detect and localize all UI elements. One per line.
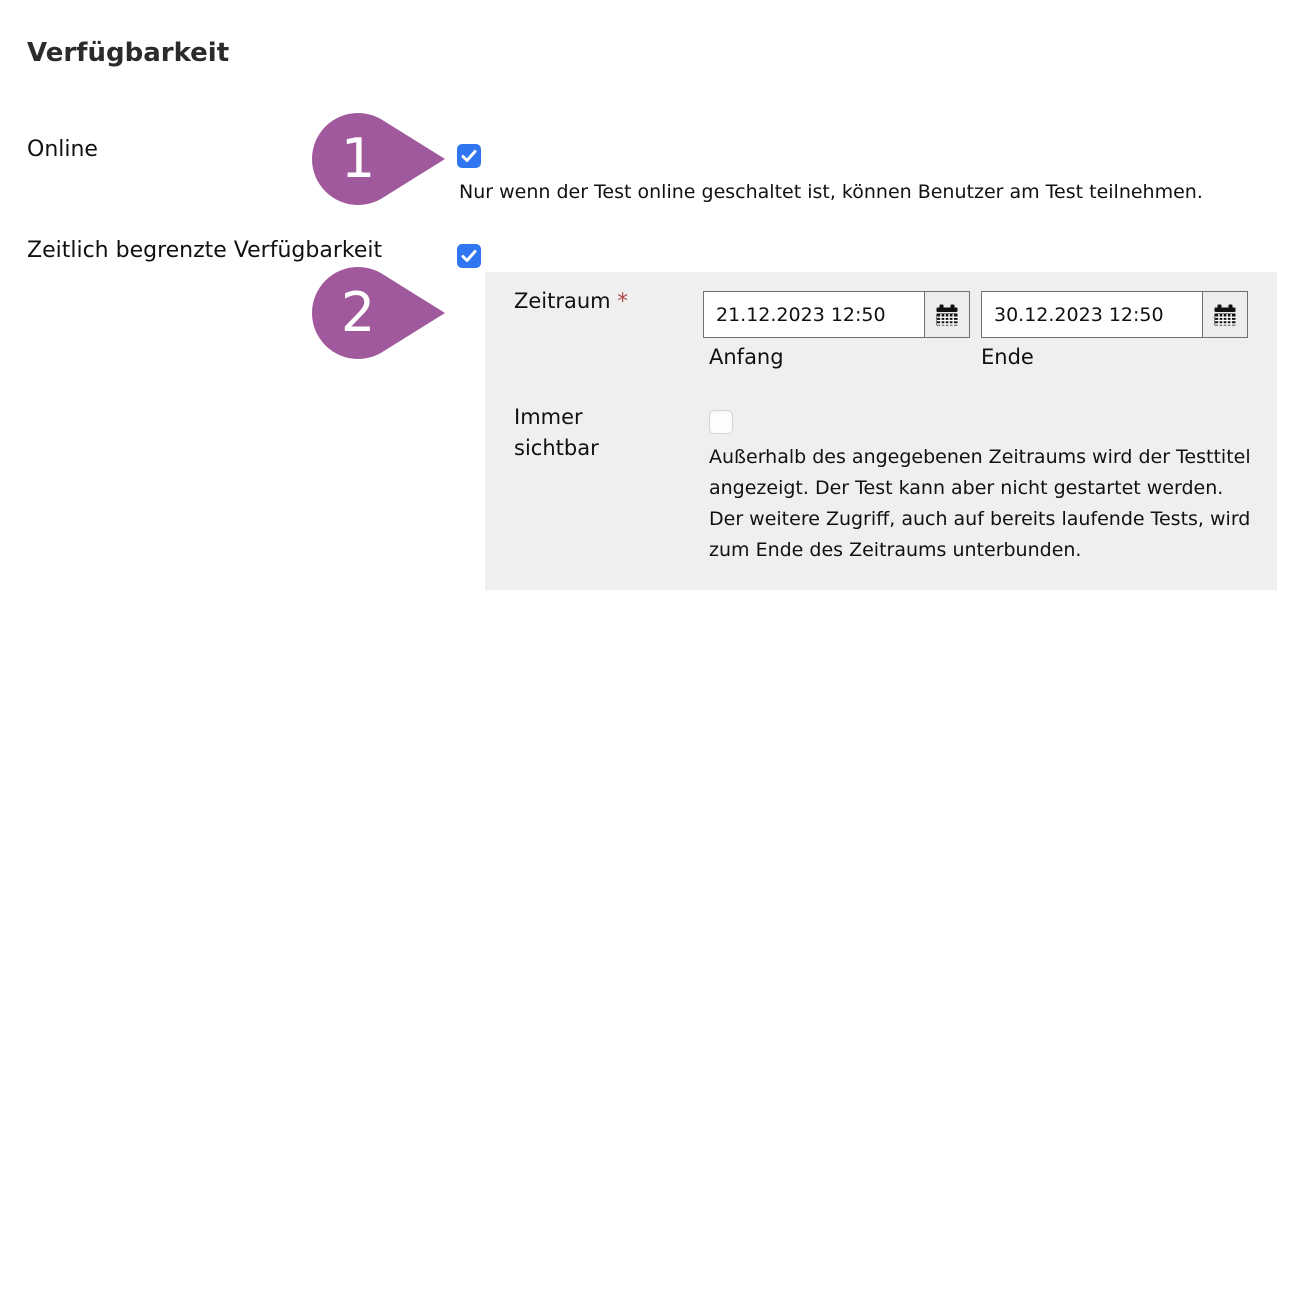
zeitraum-label-text: Zeitraum — [514, 289, 611, 313]
zeitraum-label — [514, 289, 628, 313]
end-datetime-input[interactable] — [981, 291, 1203, 338]
ende-label: Ende — [981, 345, 1034, 369]
start-calendar-button[interactable] — [924, 291, 970, 338]
limited-availability-checkbox[interactable] — [457, 244, 481, 268]
checkmark-icon — [461, 249, 477, 263]
immer-sichtbar-checkbox[interactable] — [709, 410, 733, 434]
start-datetime-input[interactable] — [703, 291, 925, 338]
immer-sichtbar-byline: Außerhalb des angegebenen Zeitraums wird der Testtitel angezeigt. Der Test kann aber nicht gestartet werden. Der weitere Zugriff, auch auf bereits laufende Tests, wird zum Ende des Zeitraums unterbunden. — [709, 446, 1251, 561]
calendar-icon — [1213, 303, 1237, 327]
annotation-marker-2 — [311, 266, 447, 360]
required-asterisk: * — [617, 289, 628, 313]
calendar-icon — [935, 303, 959, 327]
immer-sichtbar-label: Immer sichtbar — [514, 405, 599, 460]
limited-availability-label: Zeitlich begrenzte Verfügbarkeit — [27, 238, 383, 263]
annotation-marker-1 — [311, 112, 447, 206]
marker-number: 2 — [340, 281, 376, 344]
page-title: Verfügbarkeit — [27, 38, 230, 68]
online-checkbox[interactable] — [457, 144, 481, 168]
online-byline: Nur wenn der Test online geschaltet ist, können Benutzer am Test teilnehmen. — [459, 181, 1203, 203]
end-calendar-button[interactable] — [1202, 291, 1248, 338]
online-label: Online — [27, 137, 98, 162]
limited-availability-subpanel — [485, 272, 1277, 590]
anfang-label: Anfang — [709, 345, 784, 369]
start-datetime-group — [703, 291, 970, 338]
end-datetime-group — [981, 291, 1248, 338]
marker-number: 1 — [340, 127, 376, 190]
checkmark-icon — [461, 149, 477, 163]
